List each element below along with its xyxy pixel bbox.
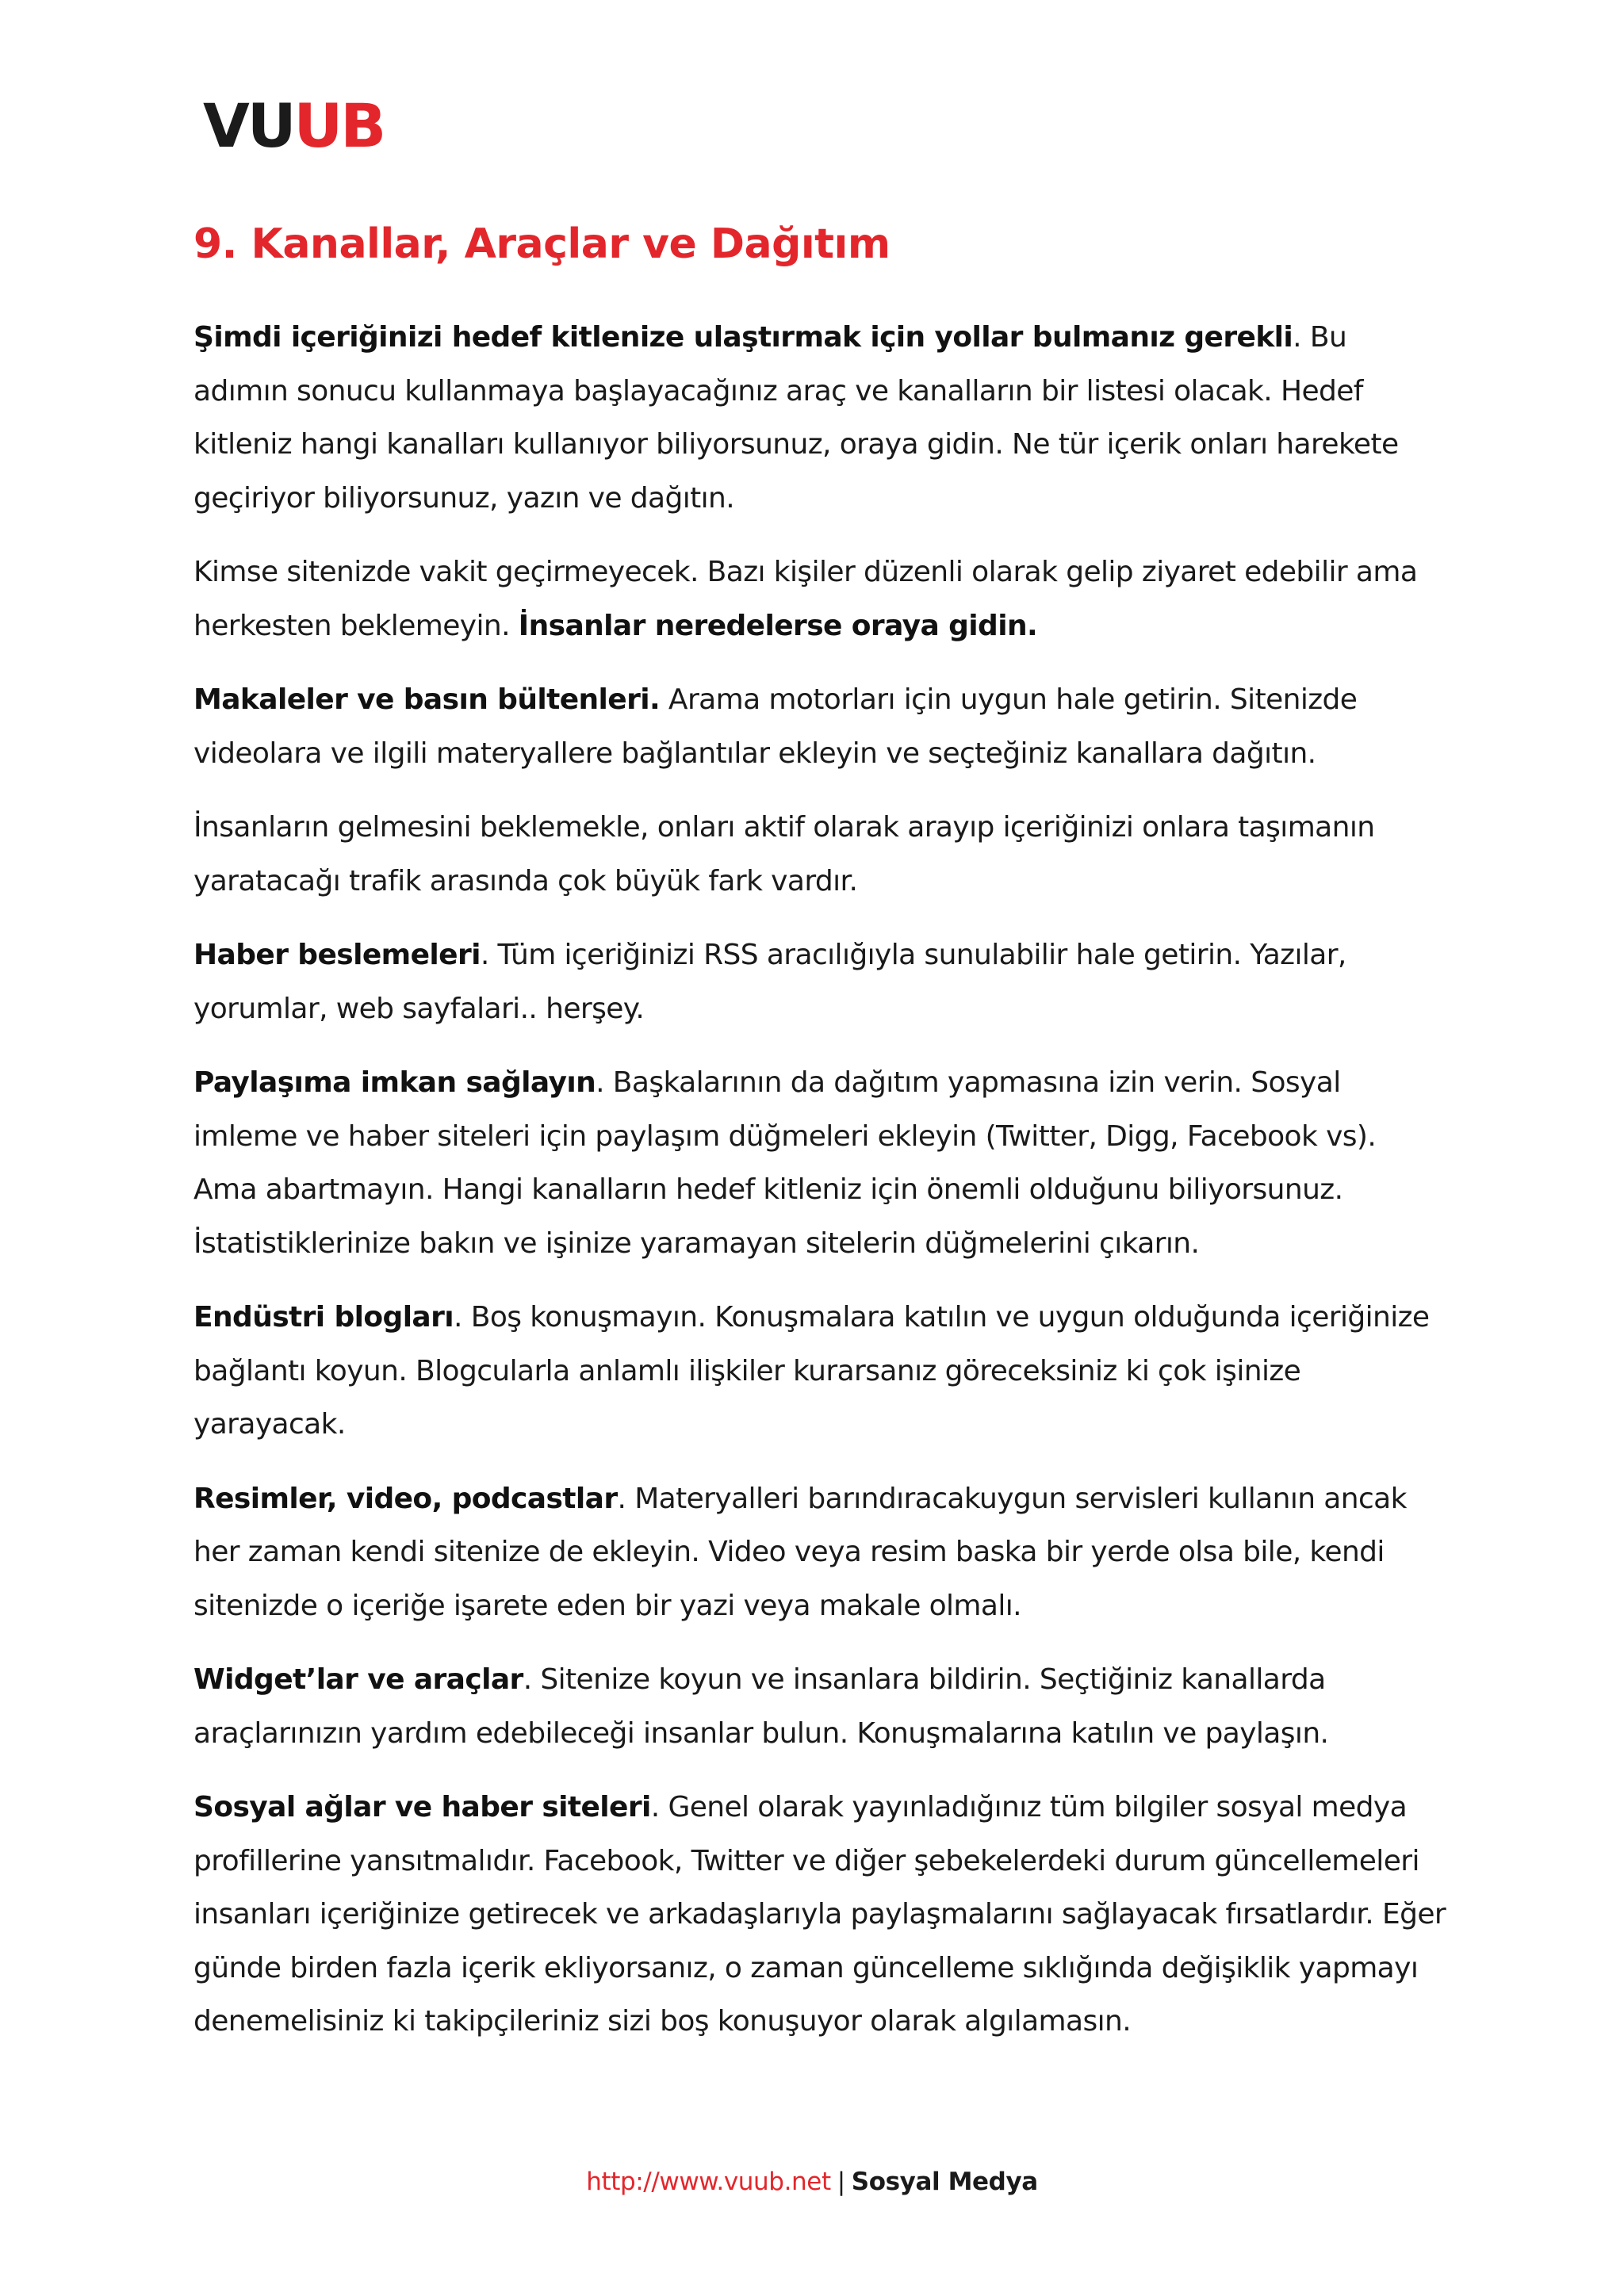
paragraph-text: . Boş konuşmayın. Konuşmalara katılın ve uygun olduğunda içeriğinize bağlantı koyun. Blogcularla anlamlı ilişkiler kurarsanız göreceksiniz ki çok işinize yarayacak. — [193, 1301, 1430, 1441]
footer-link[interactable]: http://www.vuub.net — [586, 2168, 831, 2196]
bold-lead: Sosyal ağlar ve haber siteleri — [193, 1791, 651, 1823]
paragraph-go-where-people-are — [193, 545, 1446, 652]
paragraph-social-networks — [193, 1781, 1446, 2049]
paragraph-text: . Tüm içeriğinizi RSS aracılığıyla sunulabilir hale getirin. Yazılar, yorumlar, web sayfalari.. herşey. — [193, 939, 1346, 1025]
bold-tail: İnsanlar neredelerse oraya gidin. — [518, 609, 1038, 642]
bold-lead: Endüstri blogları — [193, 1301, 454, 1334]
paragraph-news-feeds — [193, 928, 1446, 1035]
footer-title: Sosyal Medya — [851, 2168, 1038, 2196]
bold-lead: Widget’lar ve araçlar — [193, 1663, 523, 1696]
vuub-logo — [203, 90, 385, 161]
paragraph-text: . Sitenize koyun ve insanlara bildirin. Seçtiğiniz kanallarda araçlarınızın yardım edebileceği insanlar bulun. Konuşmalarına katılın ve paylaşın. — [193, 1663, 1329, 1750]
paragraph-text: Arama motorları için uygun hale getirin. Sitenizde videolara ve ilgili materyallere bağlantılar ekleyin ve seçteğiniz kanallara dağıtın. — [193, 683, 1358, 770]
bold-lead: Resimler, video, podcastlar — [193, 1482, 618, 1515]
bold-lead: Makaleler ve basın bültenleri. — [193, 683, 661, 716]
paragraph-traffic — [193, 801, 1446, 908]
page-title: 9. Kanallar, Araçlar ve Dağıtım — [193, 220, 891, 268]
paragraph-text: . Materyalleri barındıracakuygun servisleri kullanın ancak her zaman kendi sitenize de ekleyin. Video veya resim baska bir yerde olsa bile, kendi sitenizde o içeriğe işarete eden bir yazi veya makale olmalı. — [193, 1482, 1407, 1622]
paragraph-text: İnsanların gelmesini beklemekle, onları aktif olarak arayıp içeriğinizi onlara taşımanın yaratacağı trafik arasında çok büyük fark vardır. — [193, 811, 1375, 897]
paragraph-industry-blogs — [193, 1291, 1446, 1452]
logo-part-vu: VU — [203, 90, 294, 161]
paragraph-intro — [193, 311, 1446, 525]
paragraph-text: . Genel olarak yayınladığınız tüm bilgiler sosyal medya profillerine yansıtmalıdır. Facebook, Twitter ve diğer şebekelerdeki durum güncellemeleri insanları içeriğinize getirecek ve arkadaşlarıyla paylaşmalarını sağlayacak fırsatlardır. Eğer günde birden fazla içerik ekliyorsanız, o zaman güncelleme sıklığında değişiklik yapmayı denemelisiniz ki takipçileriniz sizi boş konuşuyor olarak algılamasın. — [193, 1791, 1446, 2038]
bold-lead: Haber beslemeleri — [193, 939, 481, 971]
paragraph-sharing — [193, 1056, 1446, 1270]
page-footer — [0, 2163, 1624, 2201]
document-body — [193, 212, 1446, 2069]
paragraph-text: Kimse sitenizde vakit geçirmeyecek. Bazı kişiler düzenli olarak gelip ziyaret edebilir ama herkesten beklemeyin. — [193, 556, 1418, 642]
paragraph-articles — [193, 673, 1446, 780]
paragraph-text: . Bu adımın sonucu kullanmaya başlayacağınız araç ve kanalların bir listesi olacak. Hedef kitleniz hangi kanalları kullanıyor biliyorsunuz, oraya gidin. Ne tür içerik onları harekete geçiriyor biliyorsunuz, yazın ve dağıtın. — [193, 321, 1399, 515]
footer-separator: | — [837, 2168, 845, 2196]
paragraph-text: . Başkalarının da dağıtım yapmasına izin verin. Sosyal imleme ve haber siteleri için paylaşım düğmeleri ekleyin (Twitter, Digg, Facebook vs). Ama abartmayın. Hangi kanalların hedef kitleniz için önemli olduğunu biliyorsunuz. İstatistiklerinize bakın ve işinize yaramayan sitelerin düğmelerini çıkarın. — [193, 1066, 1377, 1260]
bold-lead: Paylaşıma imkan sağlayın — [193, 1066, 596, 1099]
logo-part-ub: UB — [293, 90, 385, 161]
bold-lead: Şimdi içeriğinizi hedef kitlenize ulaştırmak için yollar bulmanız gerekli — [193, 321, 1293, 354]
paragraph-media — [193, 1472, 1446, 1633]
paragraph-widgets — [193, 1653, 1446, 1760]
